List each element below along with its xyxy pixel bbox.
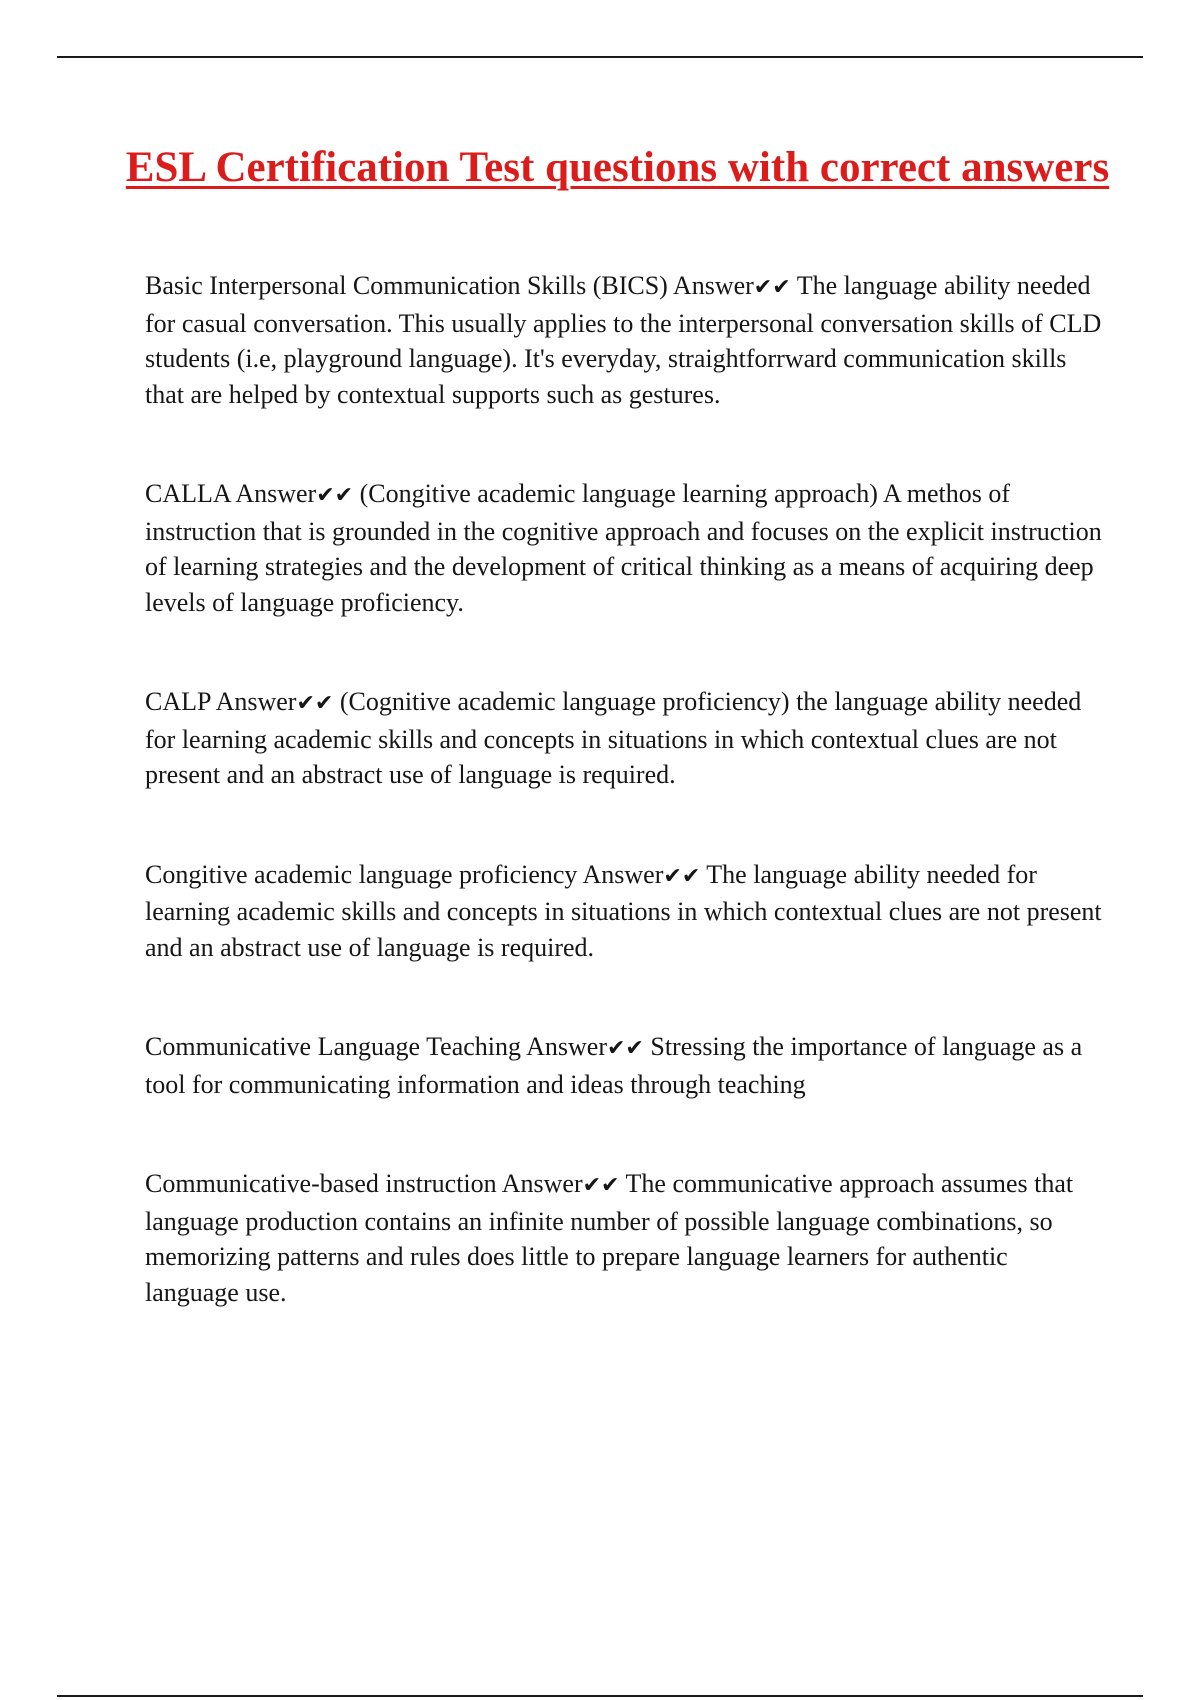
check-mark-icon: ✔✔	[753, 275, 791, 300]
entry-term: Communicative-based instruction	[145, 1169, 497, 1198]
qa-entry-bics	[145, 268, 1105, 412]
check-mark-icon: ✔✔	[582, 1173, 620, 1198]
qa-entry-communicative-based-instruction	[145, 1166, 1105, 1310]
qa-list	[145, 268, 1105, 1374]
footer-rule	[57, 1695, 1143, 1697]
entry-term: Communicative Language Teaching	[145, 1032, 522, 1061]
check-mark-icon: ✔✔	[663, 863, 701, 889]
entry-term: CALLA	[145, 479, 231, 508]
entry-definition: The language ability needed for learning academic skills and concepts in situations in which contextual clues are not present and an abstract use of language is required.	[145, 859, 1102, 962]
entry-term: Basic Interpersonal Communication Skills (BICS)	[145, 271, 668, 300]
check-mark-icon: ✔✔	[606, 1036, 644, 1061]
answer-label: Answer	[215, 687, 297, 716]
header-rule	[57, 56, 1143, 58]
qa-entry-calp	[145, 684, 1105, 793]
document-title: ESL Certification Test questions with correct answers	[125, 144, 1110, 191]
entry-term: Congitive academic language proficiency	[145, 859, 578, 889]
answer-label: Answer	[672, 271, 754, 300]
answer-label: Answer	[526, 1032, 607, 1061]
entry-definition: Stressing the importance of language as a tool for communicating information and ideas through teaching	[145, 1032, 1083, 1099]
check-mark-icon: ✔✔	[316, 483, 354, 508]
answer-label: Answer	[582, 859, 664, 889]
answer-label: Answer	[501, 1169, 583, 1198]
qa-entry-communicative-language-teaching	[145, 1029, 1105, 1102]
answer-label: Answer	[235, 479, 317, 508]
qa-entry-calla	[145, 476, 1105, 620]
check-mark-icon: ✔✔	[296, 691, 334, 716]
entry-term: CALP	[145, 687, 211, 716]
entry-definition: The language ability needed for casual conversation. This usually applies to the interpersonal conversation skills of CLD students (i.e, playground language). It's everyday, straightforrward communication skills that are helped by contextual supports such as gestures.	[145, 271, 1102, 409]
entry-definition: (Congitive academic language learning approach) A methos of instruction that is grounded in the cognitive approach and focuses on the explicit instruction of learning strategies and the development of critical thinking as a means of acquiring deep levels of language proficiency.	[145, 479, 1102, 617]
entry-definition: The communicative approach assumes that language production contains an infinite number of possible language combinations, so memorizing patterns and rules does little to prepare language learners for authentic language use.	[145, 1169, 1074, 1307]
qa-entry-cognitive-academic-language-proficiency	[145, 857, 1105, 966]
entry-definition: (Cognitive academic language proficiency) the language ability needed for learning academic skills and concepts in situations in which contextual clues are not present and an abstract use of language is required.	[145, 687, 1082, 789]
